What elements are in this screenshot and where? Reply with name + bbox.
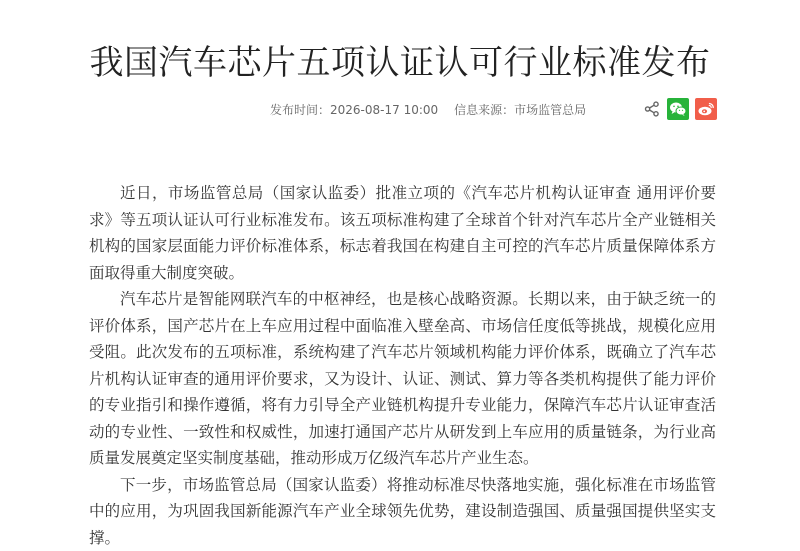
publish-time: 2026-08-17 10:00 bbox=[330, 103, 438, 117]
wechat-icon[interactable] bbox=[667, 98, 689, 120]
article-title: 我国汽车芯片五项认证认可行业标准发布 bbox=[0, 40, 800, 86]
source-label: 信息来源： bbox=[454, 103, 514, 117]
share-bar bbox=[643, 97, 717, 121]
paragraph: 下一步，市场监管总局（国家认监委）将推动标准尽快落地实施，强化标准在市场监管中的应用，为巩固我国新能源汽车产业全球领先优势，建设制造强国、质量强国提供坚实支撑。 bbox=[89, 472, 716, 551]
share-icon[interactable] bbox=[643, 100, 661, 118]
article-meta bbox=[270, 101, 586, 119]
publish-time-label: 发布时间： bbox=[270, 103, 330, 117]
article-body bbox=[89, 180, 716, 551]
source: 市场监管总局 bbox=[514, 103, 586, 117]
paragraph: 近日，市场监管总局（国家认监委）批准立项的《汽车芯片机构认证审查 通用评价要求》等五项认证认可行业标准发布。该五项标准构建了全球首个针对汽车芯片全产业链相关机构的国家层面能力评价标准体系，标志着我国在构建自主可控的汽车芯片质量保障体系方面取得重大制度突破。 bbox=[89, 180, 716, 286]
paragraph: 汽车芯片是智能网联汽车的中枢神经，也是核心战略资源。长期以来，由于缺乏统一的评价体系，国产芯片在上车应用过程中面临准入壁垒高、市场信任度低等挑战，规模化应用受阻。此次发布的五项标准，系统构建了汽车芯片领域机构能力评价体系，既确立了汽车芯片机构认证审查的通用评价要求，又为设计、认证、测试、算力等各类机构提供了能力评价的专业指引和操作遵循，将有力引导全产业链机构提升专业能力，保障汽车芯片认证审查活动的专业性、一致性和权威性，加速打通国产芯片从研发到上车应用的质量链条，为行业高质量发展奠定坚实制度基础，推动形成万亿级汽车芯片产业生态。 bbox=[89, 286, 716, 472]
weibo-icon[interactable] bbox=[695, 98, 717, 120]
